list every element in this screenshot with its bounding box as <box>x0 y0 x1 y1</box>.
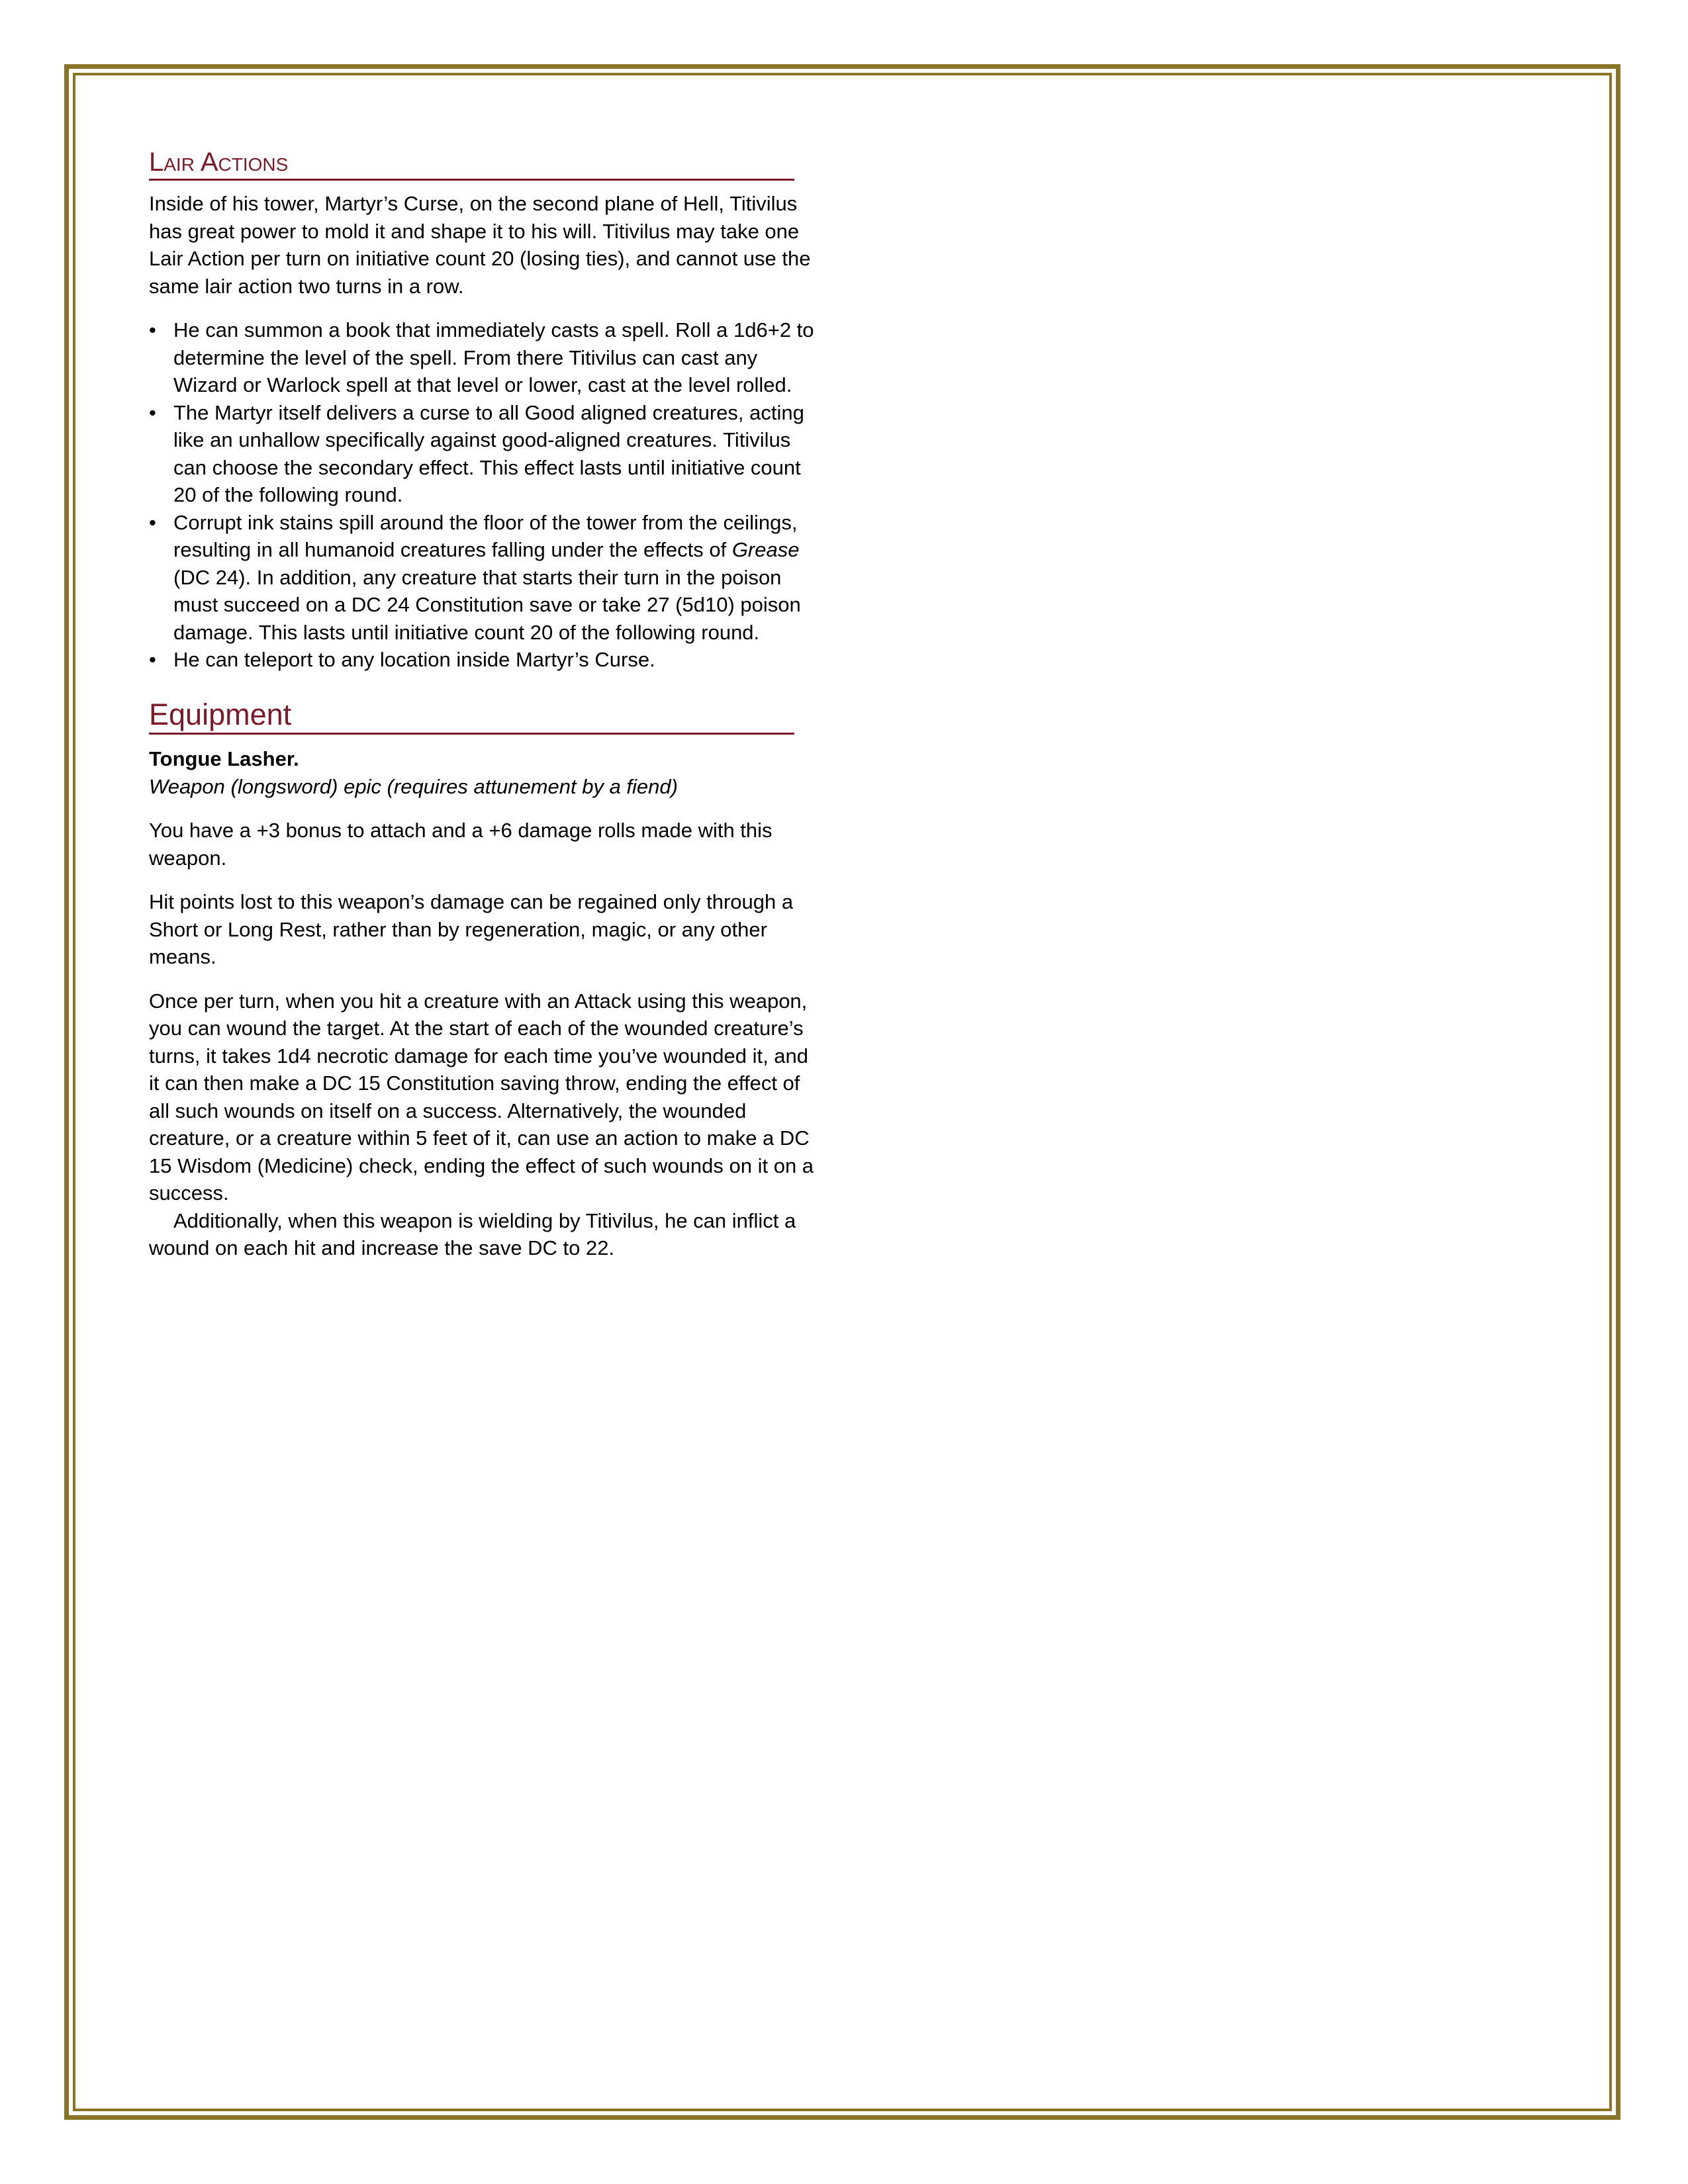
list-item-text: Corrupt ink stains spill around the floor of the tower from the ceilings, resulting in all humanoid creatures falling under the effects of <box>173 510 798 561</box>
main-column <box>149 147 824 1262</box>
item-type: Weapon (longsword) epic (requires attunement by a fiend) <box>149 774 678 798</box>
list-item-text: (DC 24). In addition, any creature that starts their turn in the poison must succeed on a DC 24 Constitution save or take 27 (5d10) poison damage. This lasts until initiative count 20 of the following round. <box>173 565 801 644</box>
lair-actions-list <box>149 316 824 674</box>
equipment-paragraph: You have a +3 bonus to attach and a +6 damage rolls made with this weapon. <box>149 819 773 870</box>
list-item-text: He can summon a book that immediately casts a spell. Roll a 1d6+2 to determine the level of the spell. From there Titivilus can cast any Wizard or Warlock spell at that level or lower, cast at the level rolled. <box>173 318 814 396</box>
list-item-text: He can teleport to any location inside Martyr’s Curse. <box>173 648 655 671</box>
equipment-additional: Additionally, when this weapon is wielding by Titivilus, he can inflict a wound on each hit and increase the save DC to 22. <box>149 1208 796 1260</box>
list-item-text: The Martyr itself delivers a curse to all Good aligned creatures, acting like an unhallow specifically against good-aligned creatures. Titivilus can choose the secondary effect. This effect lasts until initiative count 20 of the following round. <box>173 400 804 506</box>
equipment-heading: Equipment <box>149 698 794 735</box>
lair-actions-intro: Inside of his tower, Martyr’s Curse, on the second plane of Hell, Titivilus has great power to mold it and shape it to his will. Titivilus may take one Lair Action per turn on initiative count 20 (losing ties), and cannot use the same lair action two turns in a row. <box>149 192 811 298</box>
list-item <box>149 316 824 399</box>
bullet-icon: • <box>149 318 156 341</box>
equipment-paragraph: Once per turn, when you hit a creature with an Attack using this weapon, you can wound the target. At the start of each of the wounded creature’s turns, it takes 1d4 necrotic damage for each time you’ve wounded it, and it can then make a DC 15 Constitution saving throw, ending the effect of all such wounds on itself on a success. Alternatively, the wounded creature, or a creature within 5 feet of it, can use an action to make a DC 15 Wisdom (Medicine) check, ending the effect of such wounds on it on a success. <box>149 989 814 1205</box>
bullet-icon: • <box>149 400 156 424</box>
equipment-paragraph: Hit points lost to this weapon’s damage can be regained only through a Short or Long Rest, rather than by regeneration, magic, or any other means. <box>149 890 794 969</box>
list-item <box>149 399 824 509</box>
item-name: Tongue Lasher. <box>149 747 299 771</box>
spell-name-grease: Grease <box>731 538 800 561</box>
lair-actions-heading: Lair Actions <box>149 147 794 181</box>
bullet-icon: • <box>149 648 156 671</box>
bullet-icon: • <box>149 510 156 534</box>
list-item <box>149 509 824 647</box>
list-item <box>149 646 824 674</box>
